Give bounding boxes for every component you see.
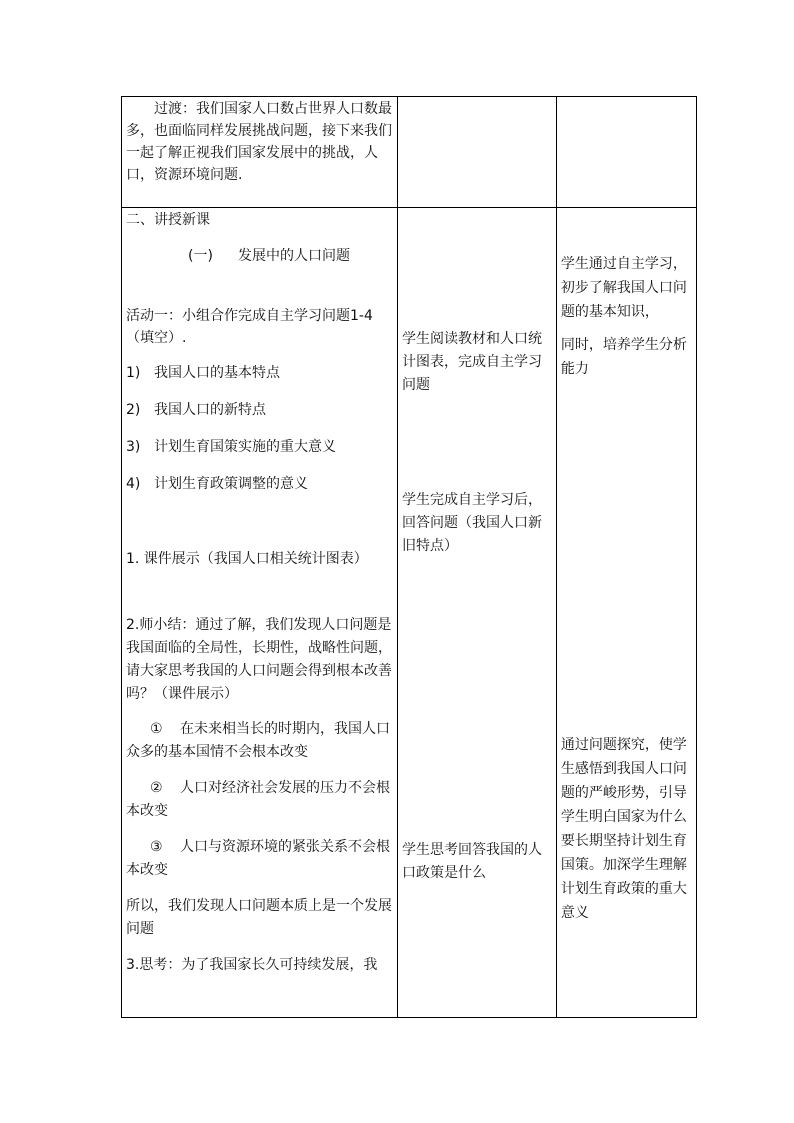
transition-cell [122,97,398,208]
question-number: 1) [126,365,141,381]
point-text: 人口与资源环境的紧张关系不会根本改变 [126,839,390,878]
point-number: ③ [150,839,163,855]
student-activity-cell [398,208,557,1018]
teacher-summary: 2.师小结：通过了解，我们发现人口问题是我国面临的全局性，长期性，战略性问题，请大家思考我国的人口问题会得到根本改善吗？（课件展示） [126,617,392,702]
question-text: 我国人口的基本特点 [154,365,280,381]
point-number: ② [150,780,163,796]
empty-cell-goal [556,97,696,208]
question-number: 4) [126,476,141,492]
question-text: 我国人口的新特点 [154,402,266,418]
point-item [126,836,393,882]
conclusion-text: 所以，我们发现人口问题本质上是一个发展问题 [126,898,392,937]
question-item [126,436,393,458]
section-heading: 二、讲授新课 [126,212,210,228]
student-activity-2: 学生完成自主学习后，回答问题（我国人口新旧特点） [402,492,542,554]
sub-heading-number: (一) [188,248,213,264]
teacher-activity-cell [122,208,398,1018]
design-intent-1a: 学生通过自主学习，初步了解我国人口问题的基本知识， [560,256,687,320]
design-intent-1b: 同时，培养学生分析能力 [560,337,687,377]
point-text: 人口对经济社会发展的压力不会根本改变 [126,780,390,819]
question-number: 3) [126,439,141,455]
design-intent-2: 通过问题探究，使学生感悟到我国人口问题的严峻形势，引导学生明白国家为什么要长期坚持计划生育国策。加深学生理解计划生育政策的重大意义 [560,737,687,921]
lesson-plan-table [121,96,697,1018]
question-number: 2) [126,402,141,418]
student-activity-1: 学生阅读教材和人口统计图表，完成自主学习问题 [402,331,542,393]
sub-heading-text: 发展中的人口问题 [238,248,350,264]
thinking-item: 3.思考：为了我国家长久可持续发展，我 [126,957,378,973]
question-text: 计划生育政策调整的意义 [154,476,308,492]
question-item [126,362,393,384]
design-intent-cell [556,208,696,1018]
sub-heading [126,245,393,267]
courseware-item: 1. 课件展示（我国人口相关统计图表） [126,551,368,567]
empty-cell-activity [398,97,557,208]
point-item [126,718,393,764]
point-item [126,777,393,823]
point-text: 在未来相当长的时期内，我国人口众多的基本国情不会根本改变 [126,721,390,760]
question-item [126,399,393,421]
table-row-transition [122,97,697,208]
activity-one: 活动一：小组合作完成自主学习问题1-4（填空）. [126,308,373,346]
question-text: 计划生育国策实施的重大意义 [154,439,336,455]
transition-text: 过渡：我们国家人口数占世界人口数最多，也面临同样发展挑战问题，接下来我们一起了解正视我们国家发展中的挑战，人口，资源环境问题. [126,101,392,183]
student-activity-3: 学生思考回答我国的人口政策是什么 [402,842,542,881]
point-number: ① [150,721,163,737]
question-item [126,473,393,495]
table-row-new-lesson [122,208,697,1018]
